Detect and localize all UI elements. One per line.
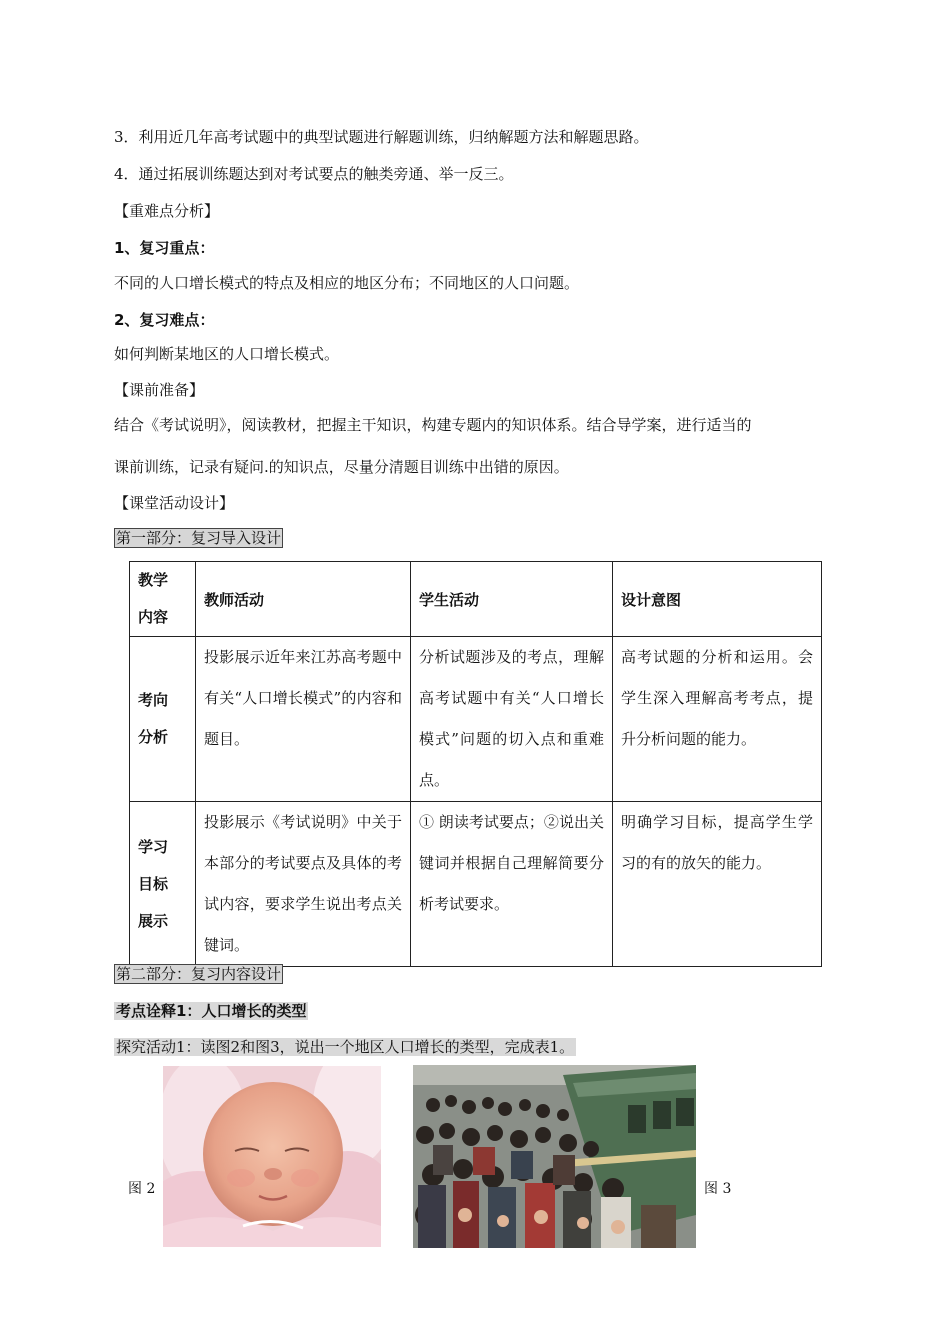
- explore-activity-1: 探究活动1：读图2和图3，说出一个地区人口增长的类型，完成表1。: [116, 1038, 575, 1056]
- table-header-row: [130, 562, 822, 637]
- row-teacher-activity: 投影展示《考试说明》中关于本部分的考试要点及具体的考试内容，要求学生说出考点关键词。: [196, 802, 411, 967]
- header-teacher: 教师活动: [196, 562, 411, 637]
- lesson-plan-table: [129, 561, 822, 967]
- figure-3-label: 图 3: [704, 1181, 732, 1197]
- baby-photo: [163, 1066, 381, 1247]
- row-design-intent: 明确学习目标，提高学生学习的有的放矢的能力。: [613, 802, 822, 967]
- table-row: [130, 802, 822, 967]
- crowd-train-photo: [413, 1065, 696, 1248]
- table-row: [130, 637, 822, 802]
- objective-3: 3．利用近几年高考试题中的典型试题进行解题训练，归纳解题方法和解题思路。: [114, 128, 649, 146]
- row-teacher-activity: 投影展示近年来江苏高考题中有关“人口增长模式”的内容和题目。: [196, 637, 411, 802]
- section-heading-preparation: 【课前准备】: [114, 381, 205, 399]
- header-intent: 设计意图: [613, 562, 822, 637]
- header-student: 学生活动: [411, 562, 613, 637]
- objective-4: 4．通过拓展训练题达到对考试要点的触类旁通、举一反三。: [114, 165, 514, 183]
- preparation-text-line1: 结合《考试说明》，阅读教材，把握主干知识，构建专题内的知识体系。结合导学案，进行适当的: [114, 416, 752, 434]
- part1-heading: 第一部分：复习导入设计: [116, 529, 282, 547]
- subheading-review-difficulty: 2、复习难点：: [114, 311, 215, 329]
- key-point-1: 考点诠释1：人口增长的类型: [116, 1002, 307, 1020]
- section-heading-activity: 【课堂活动设计】: [114, 494, 235, 512]
- part2-heading: 第二部分：复习内容设计: [116, 965, 282, 983]
- row-design-intent: 高考试题的分析和运用。会学生深入理解高考考点，提升分析问题的能力。: [613, 637, 822, 802]
- figure-2-label: 图 2: [128, 1181, 156, 1197]
- section-heading-difficulty: 【重难点分析】: [114, 202, 220, 220]
- row-student-activity: 分析试题涉及的考点，理解高考试题中有关“人口增长模式”问题的切入点和重难点。: [411, 637, 613, 802]
- review-focus-text: 不同的人口增长模式的特点及相应的地区分布；不同地区的人口问题。: [114, 274, 580, 292]
- row-topic: 学习 目标 展示: [130, 802, 196, 967]
- row-student-activity: ① 朗读考试要点；②说出关键词并根据自己理解简要分析考试要求。: [411, 802, 613, 967]
- row-topic: 考向 分析: [130, 637, 196, 802]
- header-topic: 教学 内容: [130, 562, 196, 637]
- review-difficulty-text: 如何判断某地区的人口增长模式。: [114, 345, 340, 363]
- preparation-text-line2: 课前训练，记录有疑问.的知识点，尽量分清题目训练中出错的原因。: [114, 458, 569, 476]
- subheading-review-focus: 1、复习重点：: [114, 239, 215, 257]
